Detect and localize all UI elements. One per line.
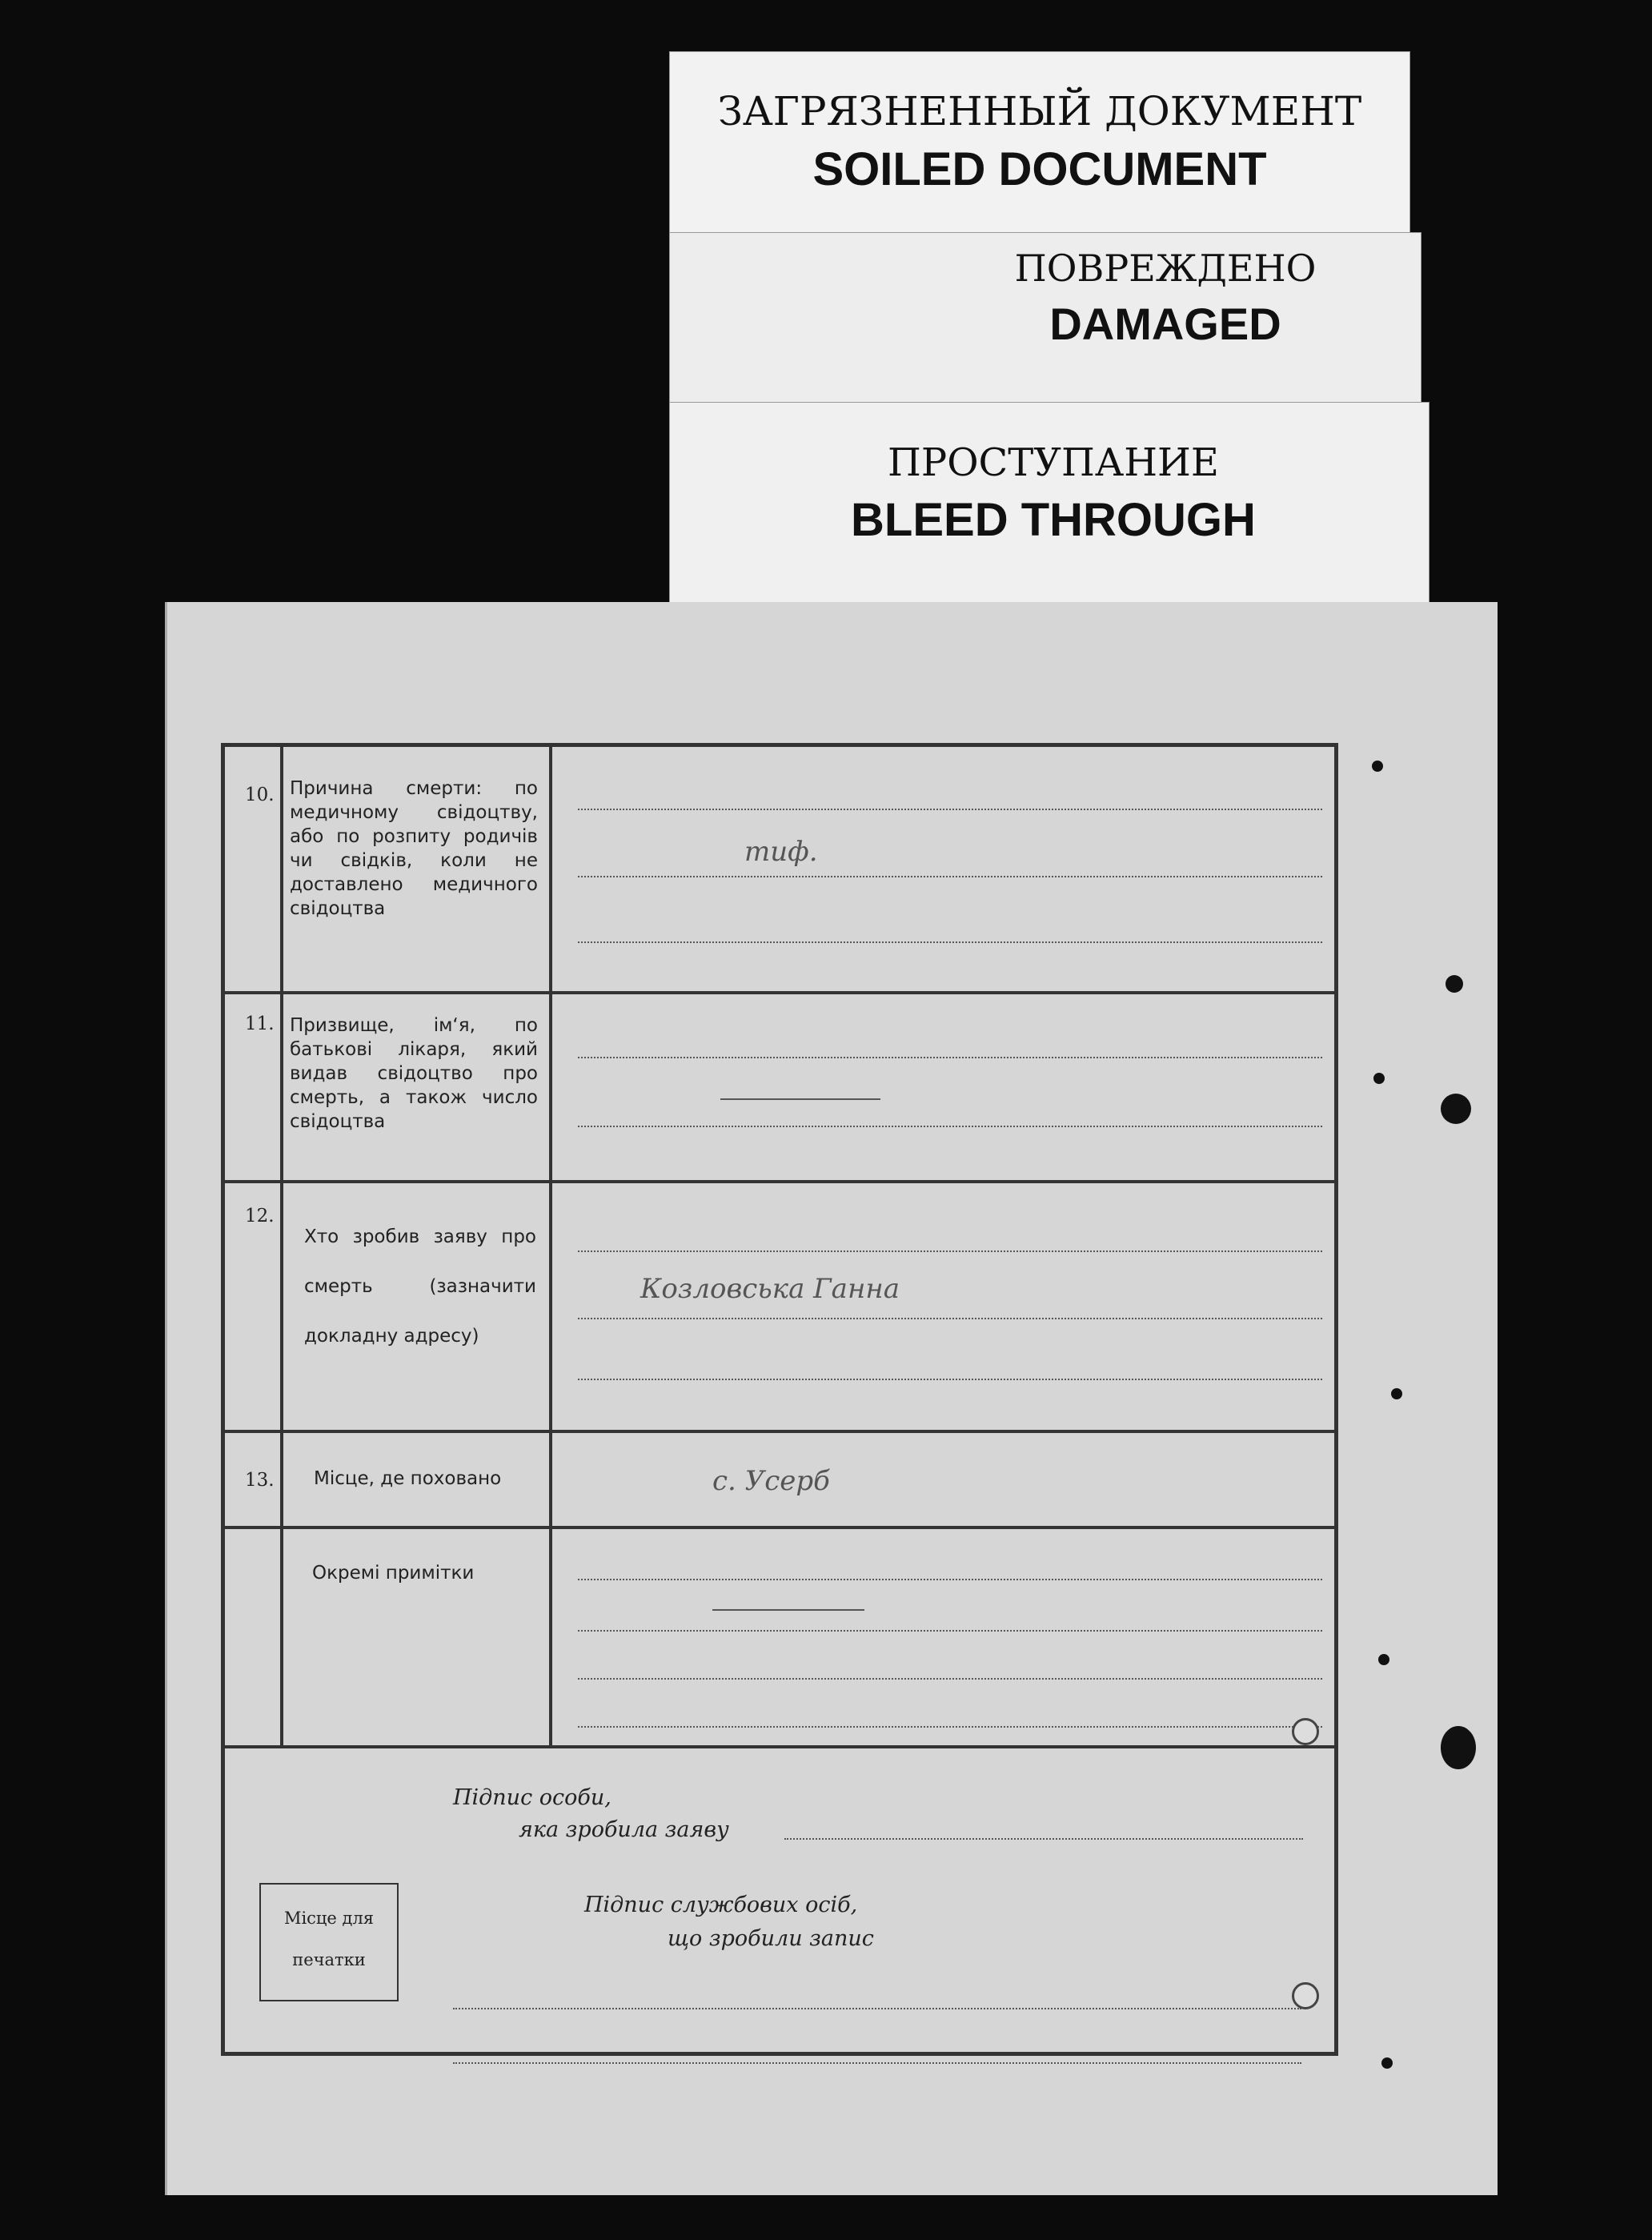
entry-dash bbox=[712, 1609, 864, 1611]
row-13-label: Місце, де поховано bbox=[314, 1468, 502, 1489]
entry-line bbox=[578, 1250, 1322, 1252]
row-13-number: 13. bbox=[245, 1470, 275, 1491]
row-12-number: 12. bbox=[245, 1206, 275, 1226]
punch-ring bbox=[1292, 1718, 1319, 1745]
row-10-number: 10. bbox=[245, 785, 275, 805]
binding-hole bbox=[1446, 975, 1463, 993]
bleed-label-en: BLEED THROUGH bbox=[851, 494, 1256, 546]
entry-line bbox=[578, 1318, 1322, 1319]
signature-applicant-line1: Підпис особи, bbox=[453, 1785, 611, 1810]
entry-line bbox=[578, 809, 1322, 810]
bleed-label-ru: ПРОСТУПАНИЕ bbox=[888, 440, 1219, 485]
binding-hole bbox=[1441, 1094, 1471, 1124]
row-12-label: Хто зробив заяву про смерть (зазначити докладну адресу) bbox=[304, 1226, 536, 1347]
damaged-label-ru: ПОВРЕЖДЕНО bbox=[1014, 247, 1317, 290]
row-divider bbox=[221, 1526, 1338, 1529]
entry-line bbox=[578, 1630, 1322, 1632]
row-10-label: Причина смерти: по медичному свідоцтву, або по розпиту родичів чи свідків, коли не доставлено медичного свідоцтва bbox=[290, 778, 538, 919]
row-divider bbox=[221, 1430, 1338, 1433]
row-13-entry: с. Усерб bbox=[712, 1465, 830, 1497]
stamp-place-box bbox=[259, 1883, 399, 2001]
damaged-label-en: DAMAGED bbox=[1049, 299, 1281, 349]
signature-line bbox=[453, 2062, 1301, 2064]
form-table-frame bbox=[221, 743, 1338, 2056]
entry-line bbox=[578, 941, 1322, 943]
entry-line bbox=[578, 1057, 1322, 1058]
stamp-place-line2: печатки bbox=[292, 1950, 366, 1969]
row-11-number: 11. bbox=[245, 1014, 275, 1034]
signature-line bbox=[784, 1838, 1303, 1840]
signature-applicant-line2: яка зробила заяву bbox=[519, 1817, 729, 1842]
damaged-card bbox=[669, 232, 1421, 416]
entry-line bbox=[578, 876, 1322, 877]
entry-dash bbox=[720, 1098, 880, 1100]
soiled-label-en: SOILED DOCUMENT bbox=[812, 143, 1267, 195]
entry-line bbox=[578, 1126, 1322, 1127]
binding-hole bbox=[1373, 1073, 1385, 1084]
signature-officials-line2: що зробили запис bbox=[668, 1926, 874, 1951]
binding-hole bbox=[1391, 1388, 1402, 1399]
soiled-document-card bbox=[669, 51, 1410, 242]
entry-line bbox=[578, 1579, 1322, 1580]
remarks-label: Окремі примітки bbox=[312, 1563, 475, 1584]
soiled-label-ru: ЗАГРЯЗНЕННЫЙ ДОКУМЕНТ bbox=[717, 88, 1362, 134]
binding-hole bbox=[1378, 1654, 1389, 1665]
row-10-entry: тиф. bbox=[744, 836, 818, 868]
binding-hole bbox=[1441, 1726, 1476, 1769]
bleed-through-card bbox=[669, 402, 1429, 612]
stamp-place-line1: Місце для bbox=[283, 1909, 375, 1928]
divider-label-col bbox=[549, 743, 552, 1748]
row-divider bbox=[221, 1180, 1338, 1183]
entry-line bbox=[578, 1726, 1322, 1728]
binding-hole bbox=[1372, 761, 1383, 772]
row-12-entry: Козловська Ганна bbox=[640, 1273, 900, 1305]
entry-line bbox=[578, 1379, 1322, 1380]
row-divider bbox=[221, 991, 1338, 994]
divider-num-col bbox=[280, 743, 283, 1748]
row-divider bbox=[221, 1745, 1338, 1748]
binding-hole bbox=[1381, 2057, 1393, 2069]
signature-officials-line1: Підпис службових осіб, bbox=[584, 1893, 858, 1917]
punch-ring bbox=[1292, 1982, 1319, 2009]
signature-line bbox=[453, 2008, 1301, 2009]
row-11-label: Призвище, ім‘я, по батькові лікаря, який видав свідоцтво про смерть, а також число свідоцтва bbox=[290, 1015, 538, 1132]
entry-line bbox=[578, 1678, 1322, 1680]
